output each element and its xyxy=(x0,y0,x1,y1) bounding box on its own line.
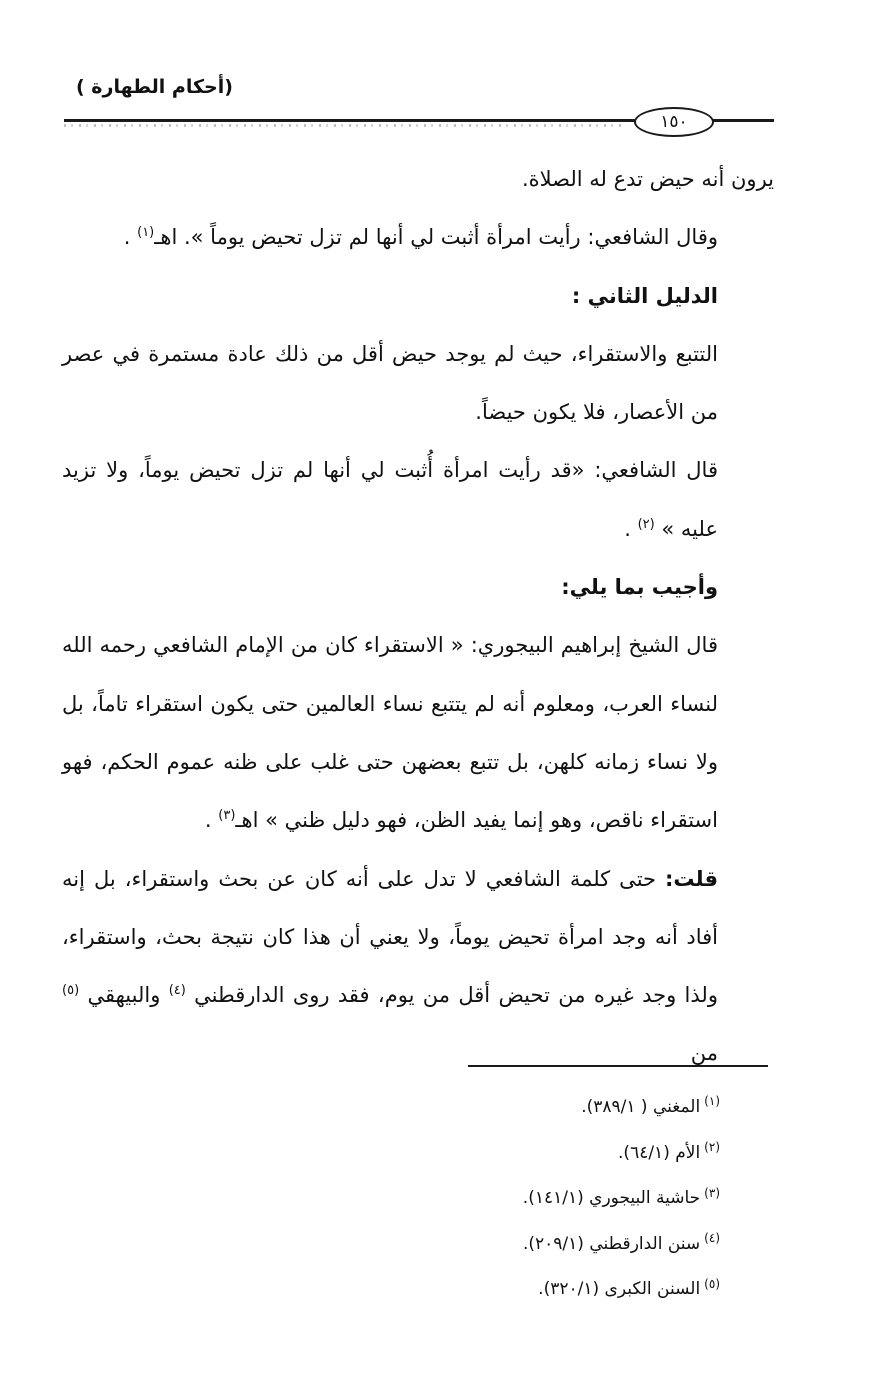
footnote-4-text: سنن الدارقطني (٢٠٩/١). xyxy=(522,1233,701,1254)
footnote-1-text: المغني ( ٣٨٩/١). xyxy=(581,1097,701,1117)
paragraph-2 xyxy=(62,208,774,266)
heading-second-evidence: الدليل الثاني : xyxy=(571,283,718,308)
running-title: (أحكام الطهارة ) xyxy=(76,76,233,98)
footnote-ref-3: (٣) xyxy=(218,808,236,824)
page-number xyxy=(634,107,714,137)
paragraph-4-end: . xyxy=(624,516,631,541)
footnote-1-mark: (١) xyxy=(704,1094,720,1109)
paragraph-6 xyxy=(62,850,774,1083)
paragraph-5-end: . xyxy=(204,808,212,833)
footnote-separator xyxy=(468,1065,768,1067)
paragraph-6-text-b: والبيهقي xyxy=(87,983,161,1008)
footnote-ref-5: (٥) xyxy=(62,983,80,999)
body-text xyxy=(62,150,774,1083)
footnote-2-mark: (٢) xyxy=(704,1139,720,1154)
footnote-2 xyxy=(380,1131,720,1177)
footnote-1 xyxy=(380,1085,720,1131)
footnote-5-mark: (٥) xyxy=(704,1276,720,1291)
footnote-ref-4: (٤) xyxy=(168,983,186,999)
paragraph-4-text: قال الشافعي: «قد رأيت امرأة أُثبت لي أنها لم تزل تحيض يوماً، ولا تزيد عليه » xyxy=(62,458,718,541)
footnote-ref-2: (٢) xyxy=(637,516,655,532)
paragraph-4 xyxy=(62,441,774,558)
paragraph-6-text-a: حتى كلمة الشافعي لا تدل على أنه كان عن بحث واستقراء، بل إنه أفاد أنه وجد امرأة تحيض يوماً، ولا يعني أن هذا كان نتيجة بحث، واستقراء، ولذا وجد غيره من تحيض أقل من يوم، فقد روى الدارقطني xyxy=(62,866,718,1008)
footnote-4-mark: (٤) xyxy=(704,1231,720,1246)
paragraph-2-end: . xyxy=(123,225,131,250)
paragraph-2-text: وقال الشافعي: رأيت امرأة أثبت لي أنها لم تزل تحيض يوماً ». اهـ xyxy=(154,225,718,250)
paragraph-1: يرون أنه حيض تدع له الصلاة. xyxy=(521,167,774,191)
paragraph-3: التتبع والاستقراء، حيث لم يوجد حيض أقل من ذلك عادة مستمرة في عصر من الأعصار، فلا يكون حيضاً. xyxy=(62,341,718,425)
footnote-ref-1: (١) xyxy=(137,225,155,241)
page-number-text: ١٥٠ xyxy=(660,112,688,132)
footnote-3 xyxy=(380,1176,720,1222)
footnote-2-text: الأم (٦٤/١). xyxy=(618,1142,701,1163)
footnote-5 xyxy=(380,1267,720,1313)
footnotes xyxy=(380,1085,720,1313)
footnote-3-mark: (٣) xyxy=(704,1185,720,1200)
paragraph-6-lead: قلت: xyxy=(665,866,718,891)
paragraph-5-text: قال الشيخ إبراهيم البيجوري: « الاستقراء كان من الإمام الشافعي رحمه الله لنساء العرب، ومعلوم أنه لم يتتبع نساء العالمين حتى يكون استقراء تاماً، بل ولا نساء زمانه كلهن، بل تتبع بعضهن حتى غلب على ظنه عموم الحكم، فهو استقراء ناقص، وهو إنما يفيد الظن، فهو دليل ظني » اهـ xyxy=(62,633,718,833)
header-rule-texture xyxy=(64,124,624,127)
paragraph-6-text-c: من xyxy=(690,1041,718,1066)
footnote-3-text: حاشية البيجوري (١٤١/١). xyxy=(522,1188,701,1209)
footnote-5-text: السنن الكبرى (٣٢٠/١). xyxy=(538,1279,701,1300)
footnote-4 xyxy=(380,1222,720,1268)
paragraph-5 xyxy=(62,616,774,849)
heading-response: وأجيب بما يلي: xyxy=(561,575,718,600)
